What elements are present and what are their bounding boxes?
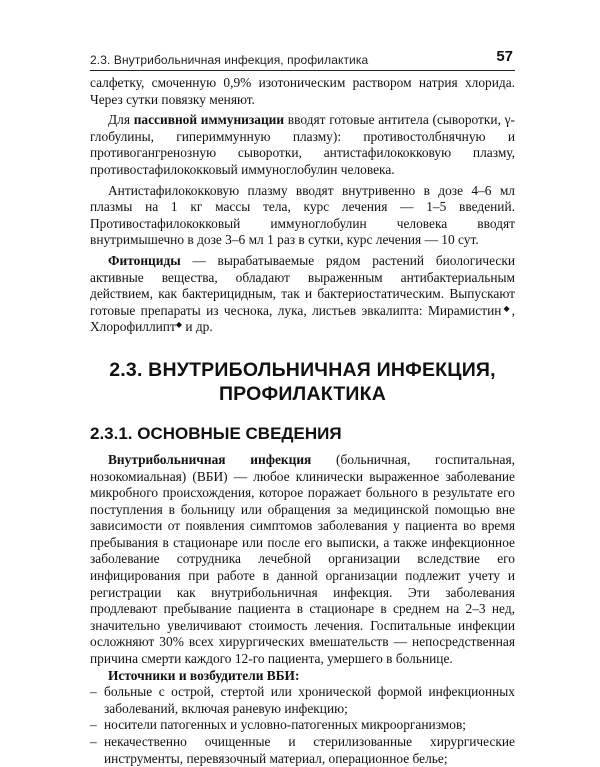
running-header — [90, 48, 515, 71]
trademark-mark: ◆ — [175, 320, 182, 330]
paragraph-body: , Хлорофиллипт — [90, 302, 515, 335]
paragraph-body: вводят готовые антитела (сыворотки, γ-глобулины, гипериммунную плазму): противостолбнячную и противогангренозную сыворотки, антистафилококковую плазму, противостафилококковый иммуноглобулин человека. — [90, 112, 515, 177]
term-phytoncides: Фитонциды — [108, 252, 181, 268]
sources-list — [90, 684, 515, 767]
term-passive-immunization: пассивной иммунизации — [133, 112, 285, 128]
chapter-heading — [90, 358, 515, 406]
paragraph-antistaphylococcal-plasma: Антистафилококковую плазму вводят внутривенно в дозе 4–6 мл плазмы на 1 кг массы тела, курс лечения — 1–5 введений. Противостафилококковый иммуноглобулин человека вводят внутримышечно в дозе 3–6 мл 1 раз в сутки, курс лечения — 10 сут. — [90, 182, 515, 248]
paragraph-definition — [90, 452, 515, 668]
paragraph-body: (больничная, госпитальная, нозокомиальная) (ВБИ) — любое клинически выраженное заболевание микробного происхождения, которое поражает больного в результате его поступления в больницу или обращения за медицинской помощью вне зависимости от появления симптомов заболевания у пациента во время пребывания в стационаре или после его выписки, а также инфекционное заболевание сотрудника лечебной организации вследствие его инфицирования при работе в данной организации подлежит учету и регистрации как внутрибольничная инфекция. Эти заболевания продлевают пребывание пациента в стационаре в среднем на 2–3 нед, значительно увеличивают стоимость лечения. Госпитальные инфекции осложняют 30% всех хирургических вмешательств — непосредственная причина смерти каждого 12-го пациента, умершего в больнице. — [90, 451, 515, 667]
paragraph-phytoncides — [90, 253, 515, 336]
paragraph-body: и др. — [182, 319, 213, 335]
running-title: 2.3. Внутрибольничная инфекция, профилактика — [90, 53, 369, 67]
page-number: 57 — [496, 48, 513, 65]
text-column — [90, 75, 515, 767]
chapter-heading-line-2: ПРОФИЛАКТИКА — [218, 382, 387, 405]
paragraph-continuation: салфетку, смоченную 0,9% изотоническим раствором натрия хлорида. Через сутки повязку меняют. — [90, 75, 515, 107]
paragraph-body: — вырабатываемые рядом растений биологически активные вещества, обладают выраженным антибактериальным действием, как бактерицидным, так и бактериостатическим. Выпускают готовые препараты из чеснока, лука, листьев эвкалипта: Мирамистин — [90, 252, 515, 318]
section-heading: 2.3.1. ОСНОВНЫЕ СВЕДЕНИЯ — [90, 423, 342, 443]
paragraph-passive-immunization — [90, 112, 515, 178]
paragraph-lead-in: Для — [108, 112, 134, 128]
list-dash: – — [90, 684, 97, 700]
list-item: – некачественно очищенные и стерилизованные хирургические инструменты, перевязочный материал, операционное белье; — [90, 734, 515, 766]
list-dash: – — [90, 717, 97, 733]
sources-heading: Источники и возбудители ВБИ: — [108, 667, 300, 683]
chapter-heading-line-1: 2.3. ВНУТРИБОЛЬНИЧНАЯ ИНФЕКЦИЯ, — [109, 358, 496, 381]
list-item: – носители патогенных и условно-патогенных микроорганизмов; — [90, 717, 467, 733]
trademark-mark: ◆ — [501, 303, 512, 313]
list-dash: – — [90, 734, 97, 749]
list-item: – больные с острой, стертой или хронической формой инфекционных заболеваний, включая раневую инфекцию; — [90, 684, 515, 716]
term-nosocomial-infection: Внутрибольничная инфекция — [108, 451, 312, 467]
